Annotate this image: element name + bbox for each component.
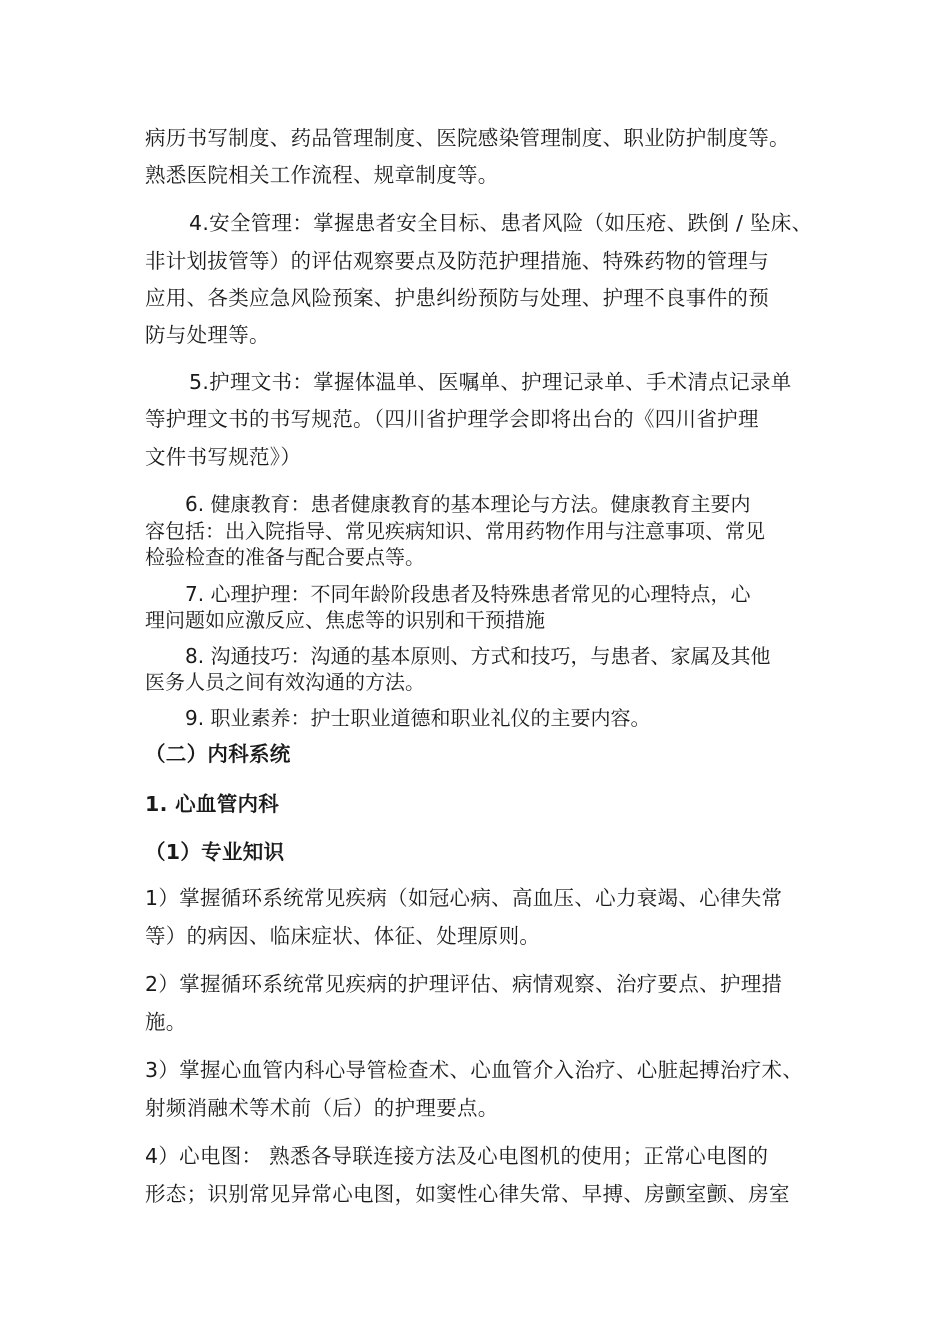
- section-heading: （二）内科系统: [145, 742, 291, 766]
- text-line: 7. 心理护理：不同年龄阶段患者及特殊患者常见的心理特点，心: [185, 582, 751, 606]
- subsection-heading: 1. 心血管内科: [145, 792, 280, 816]
- text-line: 6. 健康教育：患者健康教育的基本理论与方法。健康教育主要内: [185, 492, 751, 516]
- text-line: 2）掌握循环系统常见疾病的护理评估、病情观察、治疗要点、护理措: [145, 972, 783, 996]
- text-line: 4）心电图： 熟悉各导联连接方法及心电图机的使用；正常心电图的: [145, 1144, 769, 1168]
- text-line: 检验检查的准备与配合要点等。: [145, 545, 425, 569]
- text-line: 4.安全管理：掌握患者安全目标、患者风险（如压疮、跌倒 / 坠床、: [189, 211, 813, 235]
- text-line: 应用、各类应急风险预案、护患纠纷预防与处理、护理不良事件的预: [145, 286, 769, 310]
- text-line: 理问题如应激反应、焦虑等的识别和干预措施: [145, 608, 545, 632]
- subsection-heading: （1）专业知识: [145, 840, 285, 864]
- text-line: 等）的病因、临床症状、体征、处理原则。: [145, 924, 541, 948]
- text-line: 1）掌握循环系统常见疾病（如冠心病、高血压、心力衰竭、心律失常: [145, 886, 783, 910]
- text-line: 病历书写制度、药品管理制度、医院感染管理制度、职业防护制度等。: [145, 126, 790, 150]
- text-line: 5.护理文书：掌握体温单、医嘱单、护理记录单、手术清点记录单: [189, 370, 792, 394]
- text-line: 熟悉医院相关工作流程、规章制度等。: [145, 163, 499, 187]
- text-line: 施。: [145, 1010, 187, 1034]
- text-line: 等护理文书的书写规范。（四川省护理学会即将出台的《四川省护理: [145, 407, 759, 431]
- text-line: 医务人员之间有效沟通的方法。: [145, 670, 425, 694]
- text-line: 9. 职业素养：护士职业道德和职业礼仪的主要内容。: [185, 706, 651, 730]
- text-line: 防与处理等。: [145, 323, 270, 347]
- text-line: 8. 沟通技巧：沟通的基本原则、方式和技巧，与患者、家属及其他: [185, 644, 771, 668]
- text-line: 容包括：出入院指导、常见疾病知识、常用药物作用与注意事项、常见: [145, 519, 765, 543]
- text-line: 射频消融术等术前（后）的护理要点。: [145, 1096, 499, 1120]
- text-line: 非计划拔管等）的评估观察要点及防范护理措施、特殊药物的管理与: [145, 249, 769, 273]
- text-line: 文件书写规范》）: [145, 445, 302, 469]
- text-line: 3）掌握心血管内科心导管检查术、心血管介入治疗、心脏起搏治疗术、: [145, 1058, 804, 1082]
- text-line: 形态；识别常见异常心电图，如窦性心律失常、早搏、房颤室颤、房室: [145, 1182, 790, 1206]
